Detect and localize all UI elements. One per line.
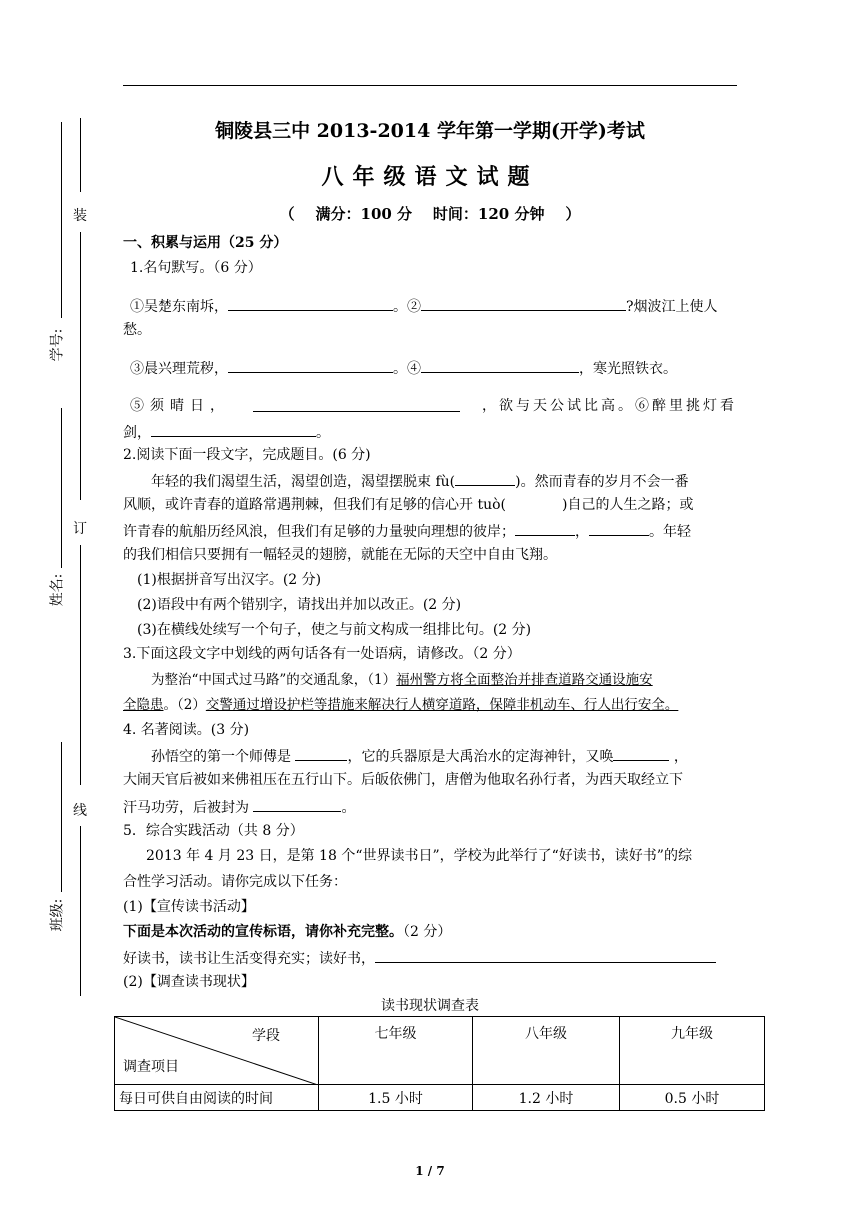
q1-line1-cont: 愁。 (123, 322, 151, 338)
table-title: 读书现状调查表 (381, 998, 479, 1014)
q2-p4: 的我们相信只要拥有一幅轻灵的翅膀，就能在无际的天空中自由飞翔。 (123, 547, 557, 563)
page-number: 1 / 7 (415, 1164, 445, 1178)
q1-line3: ⑤须晴日， ，欲与天公试比高。⑥醉里挑灯看 (130, 398, 737, 414)
table-col-header: 九年级 (620, 1017, 765, 1085)
q3-title: 3.下面这段文字中划线的两句话各有一处语病，请修改。（2 分） (123, 646, 521, 662)
q2-p2: 风顺，或许青春的道路常遇荆棘，但我们有足够的信心开 tuò( )自己的人生之路；或 (123, 497, 694, 513)
table-corner-cell (115, 1017, 319, 1085)
q2-s3: (3)在横线处续写一个句子，使之与前文构成一组排比句。(2 分) (137, 622, 532, 638)
q5-task2: (2)【调查读书现状】 (123, 974, 255, 990)
q5-task1: (1)【宣传读书活动】 (123, 899, 255, 915)
binding-ding: 订 (73, 521, 87, 537)
table-col-header: 七年级 (319, 1017, 473, 1085)
q2-s2: (2)语段中有两个错别字，请找出并加以改正。(2 分) (137, 597, 462, 613)
q2-title: 2.阅读下面一段文字，完成题目。(6 分) (123, 447, 371, 463)
binding-xian: 线 (73, 803, 87, 819)
binding-line-4 (80, 826, 81, 996)
exam-subtitle: 八年级语文试题 (321, 164, 539, 190)
q5-title: 5．综合实践活动（共 8 分） (123, 823, 304, 839)
q2-s1: (1)根据拼音写出汉字。(2 分) (137, 572, 322, 588)
section-heading: 一、积累与运用（25 分） (123, 235, 288, 251)
binding-line-3 (80, 545, 81, 785)
table-cell: 0.5 小时 (620, 1085, 765, 1111)
q4-p1: 孙悟空的第一个师傅是 ，它的兵器原是大禹治水的定海神针，又唤 ， (151, 745, 688, 767)
q1-title: 1.名句默写。（6 分） (130, 260, 262, 276)
q4-title: 4. 名著阅读。(3 分) (123, 722, 250, 738)
student-name-line (61, 408, 62, 568)
q4-p3: 汗马功劳，后被封为 。 (123, 796, 355, 818)
q1-line1: ①吴楚东南坼， 。② ?烟波江上使人 (130, 295, 718, 317)
table-col-header: 八年级 (473, 1017, 620, 1085)
class-label: 班级: (49, 898, 66, 932)
q2-p3: 许青春的航船历经风浪，但我们有足够的力量驶向理想的彼岸； ， 。年轻 (123, 520, 691, 542)
q1-line2: ③晨兴理荒秽， 。④ ，寒光照铁衣。 (130, 357, 677, 379)
binding-line-2 (80, 232, 81, 500)
top-rule (123, 85, 737, 86)
q5-p2: 合性学习活动。请你完成以下任务： (123, 874, 347, 890)
table-row (115, 1085, 765, 1111)
student-name-label: 姓名: (49, 573, 66, 607)
exam-title: 铜陵县三中 2013-2014 学年第一学期(开学)考试 (215, 120, 645, 142)
q2-p1: 年轻的我们渴望生活，渴望创造，渴望摆脱束 fù( )。然而青春的岁月不会一番 (151, 470, 689, 492)
q3-p1: 为整治“中国式过马路”的交通乱象，（1）福州警方将全面整治并排查道路交通设施安 (151, 672, 653, 688)
q5-task1-answer: 好读书，读书让生活变得充实；读好书， (123, 947, 716, 969)
q5-p1: 2013 年 4 月 23 日，是第 18 个“世界读书日”，学校为此举行了“好读书，读好书”的综 (146, 848, 692, 864)
q5-task1-question: 下面是本次活动的宣传标语，请你补充完整。（2 分） (123, 924, 452, 940)
q4-p2: 大闹天官后被如来佛祖压在五行山下。后皈依佛门，唐僧为他取名孙行者，为西天取经立下 (123, 772, 683, 788)
exam-meta: （ 满分：100 分 时间：120 分钟 ） (279, 205, 581, 223)
table-corner-top: 学段 (252, 1028, 280, 1044)
reading-survey-table (114, 1016, 765, 1111)
table-cell: 1.5 小时 (319, 1085, 473, 1111)
student-id-label: 学号: (49, 328, 66, 362)
class-line (61, 742, 62, 892)
table-cell: 1.2 小时 (473, 1085, 620, 1111)
table-row-label: 每日可供自由阅读的时间 (115, 1085, 319, 1111)
q1-line3-cont: 剑， 。 (123, 421, 330, 443)
table-corner-bottom: 调查项目 (123, 1059, 179, 1075)
binding-zhuang: 装 (73, 208, 87, 224)
q3-p2: 全隐患。（2）交警通过增设护栏等措施来解决行人横穿道路，保障非机动车、行人出行安全。 (123, 697, 679, 713)
